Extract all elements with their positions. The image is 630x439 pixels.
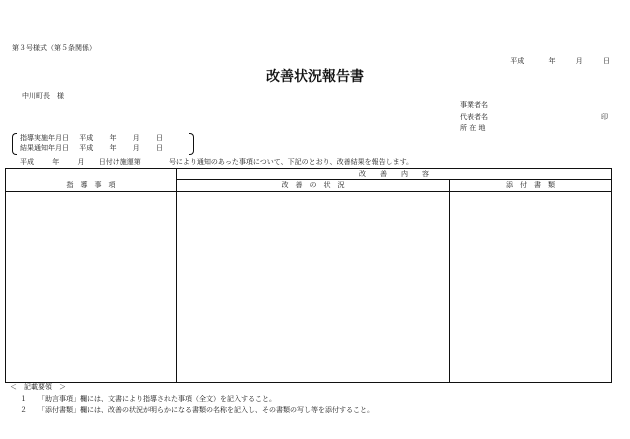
attachments-cell[interactable] [450,192,612,383]
date-day: 日 [603,57,610,65]
guidance-date-year: 年 [109,134,117,142]
improvement-table [5,168,612,383]
note-number: １ [20,395,27,403]
improvement-status-cell[interactable] [177,192,450,383]
form-number: 第３号様式（第５条関係） [12,44,96,52]
note-item [20,396,276,403]
dates-bracket [12,133,194,153]
notice-sentence [20,159,413,166]
notice-body: 号により通知のあった事項について、下記のとおり、改善結果を報告します。 [168,158,414,166]
note-text: 「添付書類」欄には、改善の状況が明らかになる書類の名称を記入し、その書類の写し等を添付すること。 [38,406,374,414]
date-month: 月 [575,57,583,65]
guidance-date-era: 平成 [79,134,94,142]
note-text: 「助言事項」欄には、文書により指導された事項（全文）を記入すること。 [38,395,276,403]
guidance-date-day: 日 [155,134,163,142]
guidance-date-month: 月 [132,134,140,142]
group-header-improvement: 改 善 内 容 [177,169,612,180]
notice-month: 月 [77,158,85,166]
business-name-label: 事業者名 [460,101,488,109]
notice-year: 年 [52,158,60,166]
guidance-items-cell[interactable] [6,192,177,383]
bracket-right [189,133,194,155]
result-date-label: 結果通知年月日 [20,144,69,152]
date-era: 平成 [510,57,525,65]
col-header-attachments: 添 付 書 類 [450,180,612,192]
notice-era: 平成 [20,158,34,166]
note-item [20,407,374,414]
page-title: 改善状況報告書 [266,69,364,85]
col-header-status: 改 善 の 状 況 [177,180,450,192]
col-header-guidance: 指 導 事 項 [6,169,177,192]
guidance-date-label: 指導実施年月日 [20,134,69,142]
result-date-month: 月 [132,144,140,152]
result-date-year: 年 [109,144,117,152]
submission-date [500,58,610,65]
bracket-left [12,133,17,155]
notes-header: ＜ 記載要領 ＞ [10,383,66,391]
notice-ref: 日付け施運第 [98,158,141,166]
address-label: 所 在 地 [460,124,486,132]
addressee: 中川町長 様 [22,92,64,100]
representative-label: 代表者名 [460,113,488,121]
date-year: 年 [548,57,556,65]
guidance-date-row [20,135,163,142]
result-date-day: 日 [155,144,163,152]
result-date-era: 平成 [79,144,94,152]
note-number: ２ [20,406,27,414]
seal-mark: 印 [601,113,608,121]
result-date-row [20,145,163,152]
